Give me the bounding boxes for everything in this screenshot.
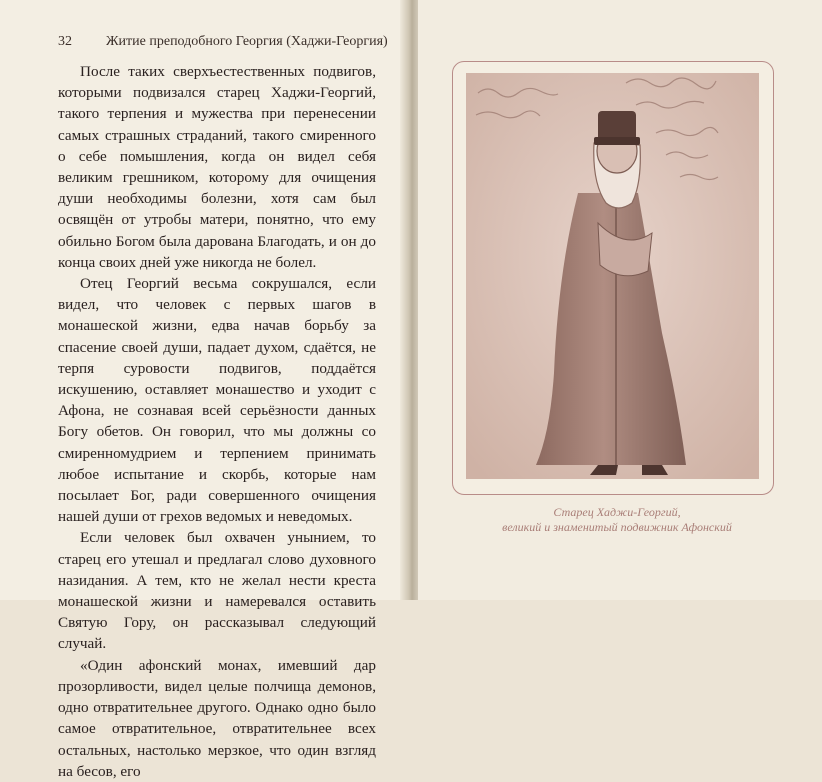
paragraph: Отец Георгий весьма сокрушался, если видел, что человек с первых шагов в монашеской жизни, едва начав борьбу за спасение своей души, падает духом, сдаётся, не терпя суровости подвигов, поддаётся искушению, оставляет монашество и уходит с Афона, не сознавая всей серьёзности данных Богу обетов. Он говорил, что мы должны со смиренномудрием и терпением принимать любое испытание и скорбь, которые нам посылает Бог, ради совершенного очищения нашей души от грехов ведомых и неведомых. <box>58 275 376 526</box>
running-title: Житие преподобного Георгия (Хаджи-Георгия) <box>106 34 388 49</box>
paragraph: «Один афонский монах, имевший дар прозорливости, видел целые полчища демонов, одно отвратительнее другого. Однако одно было самое отвратительное, отвратительнее всех остальных, настолько мерзкое, что один взгляд на бесов, его <box>58 656 376 780</box>
running-head <box>58 34 388 50</box>
illustration-caption <box>470 505 764 535</box>
paragraph: Если человек был охвачен унынием, то старец его утешал и предлагал слово духовного назидания. А тем, кто не желал нести креста монашеской жизни и намеревался оставить Святую Гору, он рассказывал следующий случай. <box>58 529 376 653</box>
body-text <box>58 61 376 782</box>
caption-line: Старец Хаджи-Георгий, <box>553 505 681 519</box>
page-number: 32 <box>58 34 72 49</box>
portrait-illustration <box>466 73 759 479</box>
caption-line: великий и знаменитый подвижник Афонский <box>502 520 732 534</box>
paragraph: После таких сверхъестественных подвигов, которыми подвизался старец Хаджи-Георгий, такого терпения и мужества при перенесении самых страшных страданий, такого смиренного о себе помышления, когда он видел себя великим грешником, которому для очищения души необходимы болезни, хотя сам был освящён от утробы матери, понятно, что ему обильно Богом была дарована Благодать, и он до конца своих дней уже никогда не болел. <box>58 63 376 271</box>
